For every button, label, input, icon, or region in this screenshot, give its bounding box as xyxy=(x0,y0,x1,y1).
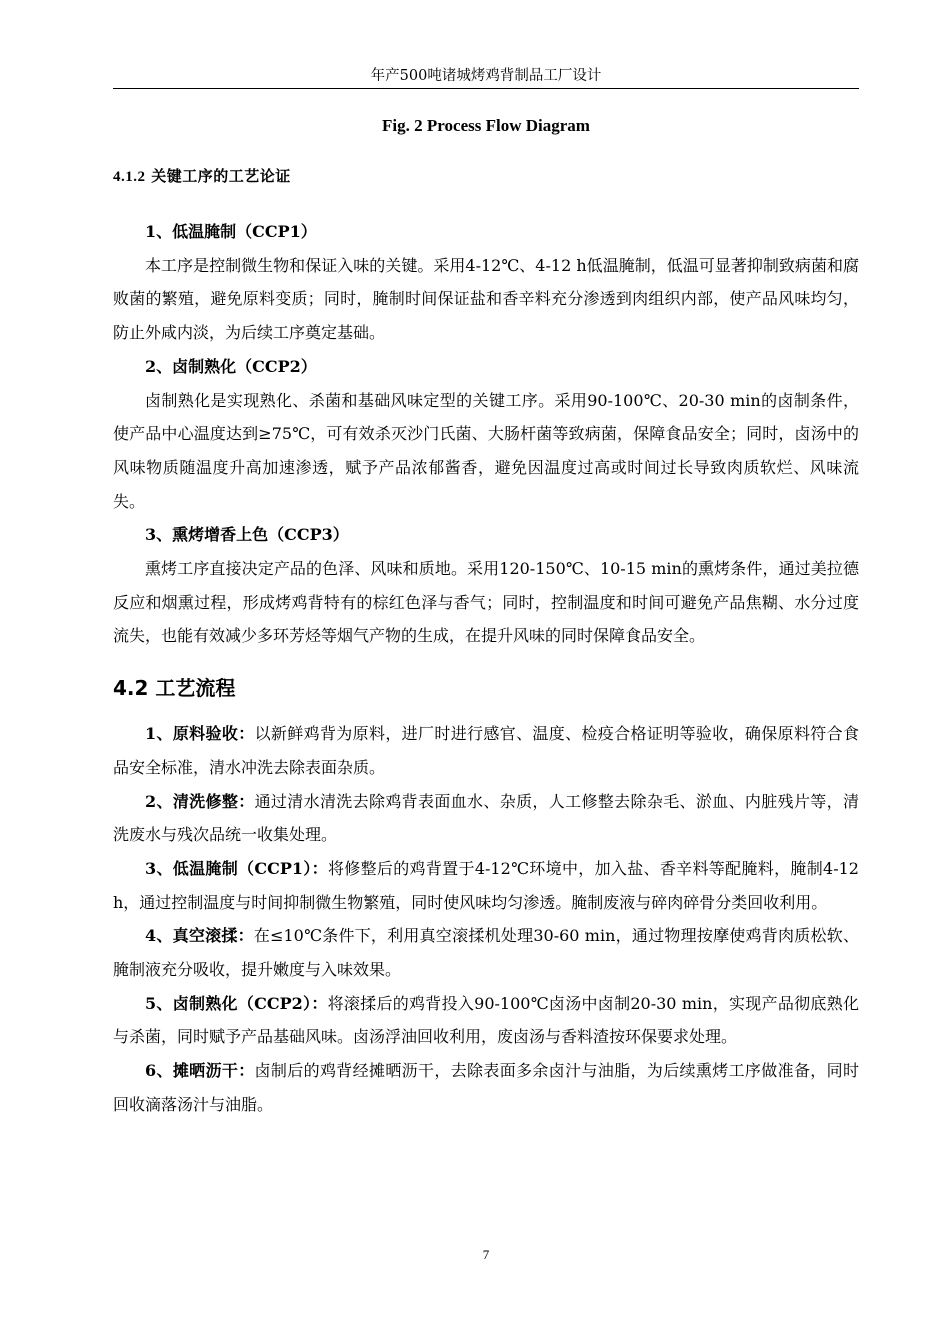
process-step xyxy=(113,852,859,919)
step-label: 5、卤制熟化（CCP2）： xyxy=(145,993,328,1013)
step-text: 将修整后的鸡背置于4-12℃环境中，加入盐、香辛料等配腌料，腌制4-12 h，通过控制温度与时间抑制微生物繁殖，同时使风味均匀渗透。腌制废液与碎肉碎骨分类回收利用。 xyxy=(113,858,859,912)
step-label: 4、真空滚揉： xyxy=(145,926,254,946)
step-label: 3、低温腌制（CCP1）： xyxy=(145,858,328,878)
subsection-heading xyxy=(113,165,291,188)
step-label: 2、清洗修整： xyxy=(145,791,255,811)
step-text: 将滚揉后的鸡背投入90-100℃卤汤中卤制20-30 min，实现产品彻底熟化与杀菌，同时赋予产品基础风味。卤汤浮油回收利用，废卤汤与香料渣按环保要求处理。 xyxy=(113,993,859,1047)
subsection-title: 关键工序的工艺论证 xyxy=(151,167,291,185)
ccp2-paragraph: 卤制熟化是实现熟化、杀菌和基础风味定型的关键工序。采用90-100℃、20-30 min的卤制条件，使产品中心温度达到≥75℃，可有效杀灭沙门氏菌、大肠杆菌等致病菌，保障食品安全；同时，卤汤中的风味物质随温度升高加速渗透，赋予产品浓郁酱香，避免因温度过高或时间过长导致肉质软烂、风味流失。 xyxy=(113,390,859,511)
page-number: 7 xyxy=(482,1247,490,1262)
ccp1-paragraph: 本工序是控制微生物和保证入味的关键。采用4-12℃、4-12 h低温腌制，低温可显著抑制致病菌和腐败菌的繁殖，避免原料变质；同时，腌制时间保证盐和香辛料充分渗透到肉组织内部，使产品风味均匀，防止外咸内淡，为后续工序奠定基础。 xyxy=(113,255,859,343)
ccp1-heading: 1、低温腌制（CCP1） xyxy=(145,222,317,241)
step-text: 通过清水清洗去除鸡背表面血水、杂质，人工修整去除杂毛、淤血、内脏残片等，清洗废水与残次品统一收集处理。 xyxy=(113,791,859,845)
running-header: 年产500吨诸城烤鸡背制品工厂设计 xyxy=(370,68,602,84)
step-text: 在≤10℃条件下，利用真空滚揉机处理30-60 min，通过物理按摩使鸡背肉质松软、腌制液充分吸收，提升嫩度与入味效果。 xyxy=(113,926,859,980)
ccp3-heading: 3、熏烤增香上色（CCP3） xyxy=(145,525,349,545)
process-step xyxy=(113,717,859,784)
subsection-number: 4.1.2 xyxy=(113,169,146,185)
process-step xyxy=(113,919,859,986)
step-label: 1、原料验收： xyxy=(145,724,255,744)
step-text: 卤制后的鸡背经摊晒沥干，去除表面多余卤汁与油脂，为后续熏烤工序做准备，同时回收滴落汤汁与油脂。 xyxy=(113,1061,859,1114)
section-title: 4.2 工艺流程 xyxy=(113,676,236,701)
header-rule xyxy=(113,88,859,89)
ccp3-paragraph: 熏烤工序直接决定产品的色泽、风味和质地。采用120-150℃、10-15 min的熏烤条件，通过美拉德反应和烟熏过程，形成烤鸡背特有的棕红色泽与香气；同时，控制温度和时间可避免产品焦糊、水分过度流失，也能有效减少多环芳烃等烟气产物的生成，在提升风味的同时保障食品安全。 xyxy=(113,559,859,646)
process-step xyxy=(113,785,859,852)
step-label: 6、摊晒沥干： xyxy=(145,1061,255,1081)
ccp2-heading: 2、卤制熟化（CCP2） xyxy=(145,356,317,376)
step-text: 以新鲜鸡背为原料，进厂时进行感官、温度、检疫合格证明等验收，确保原料符合食品安全标准，清水冲洗去除表面杂质。 xyxy=(113,724,859,777)
process-step xyxy=(113,987,859,1054)
body-content xyxy=(113,215,859,1122)
process-step xyxy=(113,1054,859,1121)
figure-caption: Fig. 2 Process Flow Diagram xyxy=(382,116,590,135)
